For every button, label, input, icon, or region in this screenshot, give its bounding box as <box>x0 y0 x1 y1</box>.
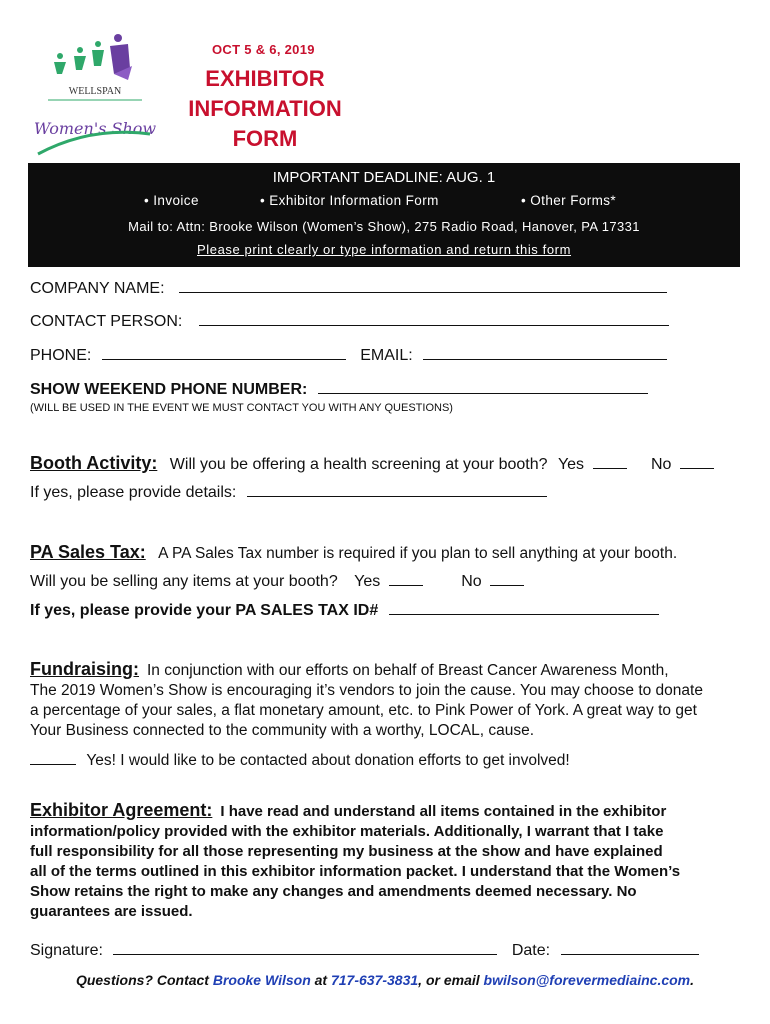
tax-id-label: If yes, please provide your PA SALES TAX ID# <box>30 602 379 619</box>
booth-activity-heading: Booth Activity: <box>30 453 158 473</box>
contact-person-field[interactable] <box>199 311 669 326</box>
sales-tax-text: A PA Sales Tax number is required if you plan to sell anything at your booth. <box>158 545 678 562</box>
booth-details-row <box>30 482 547 502</box>
fundraising-section <box>30 659 745 741</box>
phone-field[interactable] <box>102 345 346 360</box>
phone-label: PHONE: <box>30 347 92 364</box>
title-line-3: FORM <box>232 126 298 151</box>
fundraising-line-2: The 2019 Women’s Show is encouraging it’s vendors to join the cause. You may choose to donate <box>30 682 703 699</box>
logo-script: Women's Show <box>33 119 157 138</box>
footer-prefix: Questions? Contact <box>75 972 209 988</box>
agreement-line-2: information/policy provided with the exhibitor materials. Additionally, I warrant that I take <box>30 823 664 840</box>
womens-show-logo <box>30 30 160 160</box>
booth-yes-field[interactable] <box>593 454 627 469</box>
signature-row <box>30 940 699 960</box>
contact-phone[interactable]: 717-637-3831 <box>330 972 419 988</box>
fundraising-heading: Fundraising: <box>30 659 139 679</box>
booth-question: Will you be offering a health screening at your booth? <box>169 456 548 473</box>
fundraising-line-1: In conjunction with our efforts on behalf of Breast Cancer Awareness Month, <box>147 662 669 679</box>
company-name-field[interactable] <box>179 278 667 293</box>
email-field[interactable] <box>423 345 667 360</box>
company-name-label: COMPANY NAME: <box>30 280 165 297</box>
donation-optin-row <box>30 750 570 770</box>
deadline-text: IMPORTANT DEADLINE: AUG. 1 <box>272 169 496 186</box>
agreement-line-5: Show retains the right to make any changes and amendments deemed necessary. No <box>30 883 637 900</box>
contact-person-label: CONTACT PERSON: <box>30 313 183 330</box>
form-title <box>175 64 355 154</box>
email-label: EMAIL: <box>360 347 413 364</box>
event-date: OCT 5 & 6, 2019 <box>212 42 315 57</box>
deadline-banner <box>28 163 740 267</box>
fundraising-line-3: a percentage of your sales, a flat monetary amount, etc. to Pink Power of York. A great way to get <box>30 702 697 719</box>
tax-id-field[interactable] <box>389 600 659 615</box>
donation-optin-field[interactable] <box>30 750 76 765</box>
agreement-line-3: full responsibility for all those representing my business at the show and have explained <box>30 843 663 860</box>
signature-field[interactable] <box>113 940 497 955</box>
mailing-address: Mail to: Attn: Brooke Wilson (Women’s Show), 275 Radio Road, Hanover, PA 17331 <box>128 219 640 234</box>
women-figures-icon <box>30 30 160 160</box>
date-label: Date: <box>511 942 551 959</box>
selling-no-field[interactable] <box>490 571 524 586</box>
weekend-phone-note: (WILL BE USED IN THE EVENT WE MUST CONTACT YOU WITH ANY QUESTIONS) <box>30 402 453 414</box>
selling-yes-label: Yes <box>354 573 381 590</box>
banner-invoice: • Invoice <box>144 193 199 208</box>
selling-question: Will you be selling any items at your booth? <box>30 573 338 590</box>
signature-label: Signature: <box>30 942 103 959</box>
agreement-heading: Exhibitor Agreement: <box>30 800 213 820</box>
agreement-line-6: guarantees are issued. <box>30 903 193 920</box>
fundraising-line-4: Your Business connected to the community with a worthy, LOCAL, cause. <box>30 722 535 739</box>
sales-tax-heading: PA Sales Tax: <box>30 542 146 562</box>
title-line-1: EXHIBITOR <box>205 66 325 91</box>
selling-items-row <box>30 571 524 591</box>
contact-email-link[interactable]: bwilson@forevermediainc.com <box>483 972 691 988</box>
title-line-2: INFORMATION <box>188 96 342 121</box>
weekend-phone-field[interactable] <box>318 379 648 394</box>
tax-id-row <box>30 600 659 620</box>
questions-footer <box>0 972 770 988</box>
date-field[interactable] <box>561 940 699 955</box>
footer-at: at <box>314 972 328 988</box>
donation-optin-label: Yes! I would like to be contacted about donation efforts to get involved! <box>86 752 570 769</box>
booth-no-label: No <box>650 456 672 473</box>
booth-activity-row <box>30 453 714 474</box>
booth-details-label: If yes, please provide details: <box>30 484 237 501</box>
sales-tax-row <box>30 542 677 563</box>
booth-no-field[interactable] <box>680 454 714 469</box>
booth-yes-label: Yes <box>557 456 585 473</box>
selling-no-label: No <box>461 573 482 590</box>
booth-details-field[interactable] <box>247 482 547 497</box>
footer-or: , or email <box>418 972 480 988</box>
banner-exhibitor-form: • Exhibitor Information Form <box>260 193 439 208</box>
weekend-phone-row <box>30 379 648 399</box>
contact-person-row <box>30 311 669 331</box>
agreement-line-1: I have read and understand all items contained in the exhibitor <box>220 803 667 820</box>
contact-name: Brooke Wilson <box>212 972 311 988</box>
agreement-line-4: all of the terms outlined in this exhibitor information packet. I understand that the Women’s <box>30 863 681 880</box>
print-instruction: Please print clearly or type information and return this form <box>196 242 572 257</box>
logo-brand: WELLSPAN <box>68 86 122 97</box>
agreement-section <box>30 800 745 922</box>
banner-other-forms: • Other Forms* <box>521 193 617 208</box>
company-name-row <box>30 278 667 298</box>
weekend-phone-label: SHOW WEEKEND PHONE NUMBER: <box>30 381 308 398</box>
footer-end: . <box>690 972 695 988</box>
selling-yes-field[interactable] <box>389 571 423 586</box>
phone-email-row <box>30 345 667 365</box>
